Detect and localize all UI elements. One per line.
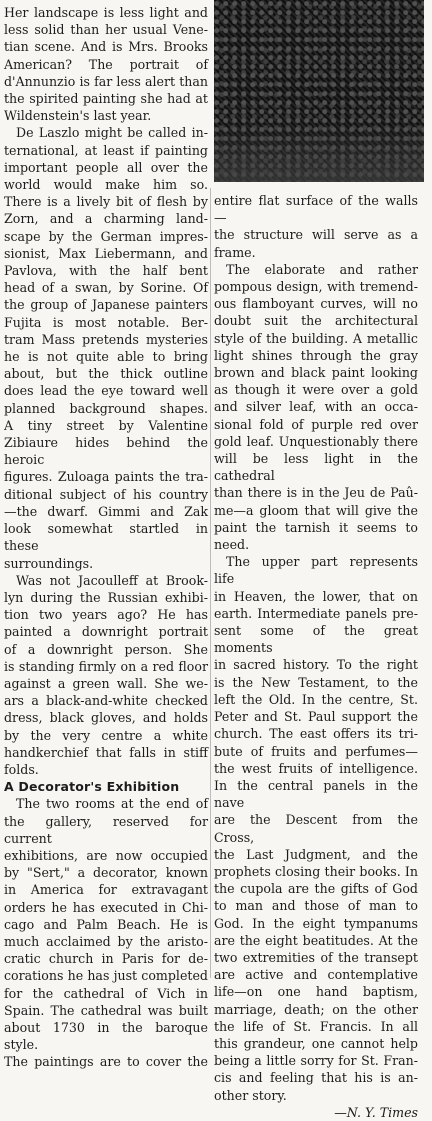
text-line: in Heaven, the lower, that on	[214, 588, 418, 604]
text-line: earth. Intermediate panels pre-	[214, 605, 418, 621]
text-line: orders he has executed in Chi-	[4, 899, 208, 915]
text-line: life—on one hand baptism,	[214, 984, 418, 1000]
text-line: is standing firmly on a red floor	[4, 658, 208, 674]
text-line: tian scene. And is Mrs. Brooks	[4, 39, 208, 55]
text-line: in sacred history. To the right	[214, 657, 418, 673]
text-line: is the New Testament, to the	[214, 674, 418, 690]
text-line: frame.	[214, 244, 256, 260]
text-line: less solid than her usual Vene-	[4, 22, 208, 38]
text-line: cis and feeling that his is an-	[214, 1070, 418, 1086]
text-line: gold leaf. Unquestionably there	[214, 433, 418, 449]
text-line: Fujita is most notable. Ber-	[4, 314, 208, 330]
text-line: Zibiaure hides behind the heroic	[4, 435, 208, 468]
text-line: the Last Judgment, and the	[214, 846, 418, 862]
text-line: scape by the German impres-	[4, 228, 208, 244]
text-line: left the Old. In the centre, St.	[214, 691, 418, 707]
text-line: me—a gloom that will give the	[214, 502, 418, 518]
text-line: the gallery, reserved for current	[4, 813, 208, 846]
text-line: are the eight beatitudes. At the	[214, 932, 418, 948]
text-line: paint the tarnish it seems to	[214, 519, 418, 535]
text-line: in America for extravagant	[4, 882, 208, 898]
text-line: In the central panels in the nave	[214, 777, 418, 811]
section-heading: A Decorator's Exhibition	[4, 779, 180, 795]
text-line: the west fruits of intelligence.	[214, 760, 418, 776]
text-line: other story.	[214, 1087, 287, 1103]
text-line: figures. Zuloaga paints the tra-	[4, 469, 208, 485]
text-line: important people all over the	[4, 159, 208, 175]
text-line: doubt suit the architectural	[214, 313, 418, 329]
text-line: he is not quite able to bring	[4, 349, 208, 365]
text-line: cratic church in Paris for de-	[4, 951, 208, 967]
text-line: need.	[214, 537, 250, 553]
text-line: God. In the eight tympanums	[214, 915, 418, 931]
text-line: The two rooms at the end of	[16, 796, 208, 812]
text-line: light shines through the gray	[214, 347, 418, 363]
text-line: the spirited painting she had at	[4, 91, 208, 107]
text-line: sional fold of purple red over	[214, 416, 418, 432]
text-line: sionist, Max Liebermann, and	[4, 245, 208, 261]
text-line: by the very centre a white	[4, 727, 208, 743]
text-line: sent some of the great moments	[214, 623, 418, 656]
text-line: ditional subject of his country	[4, 486, 208, 502]
text-line: ternational, at least if painting	[4, 142, 208, 158]
text-line: head of a swan, by Sorine. Of	[4, 280, 208, 296]
text-line: two extremities of the transept	[214, 949, 418, 965]
text-line: corations he has just completed	[4, 968, 208, 984]
text-line: this grandeur, one cannot help	[214, 1035, 418, 1051]
text-line: pompous design, with tremend-	[214, 279, 418, 295]
text-line: tion two years ago? He has	[4, 607, 208, 623]
text-line: are active and contemplative	[214, 967, 418, 983]
text-line: against a green wall. She we-	[4, 675, 208, 691]
text-line: dress, black gloves, and holds	[4, 710, 208, 726]
text-line: The upper part represents life	[214, 554, 418, 587]
text-line: Her landscape is less light and	[4, 5, 208, 20]
text-line: planned background shapes.	[4, 400, 208, 416]
text-line: are the Descent from the Cross,	[214, 812, 418, 845]
text-line: There is a lively bit of flesh by	[4, 194, 208, 210]
text-line: d'Annunzio is far less alert than	[4, 73, 208, 89]
text-line: folds.	[4, 761, 39, 777]
right-column	[214, 192, 418, 1121]
text-line: style of the building. A metallic	[214, 330, 418, 346]
source-credit: —N. Y. Times	[334, 1104, 418, 1120]
text-line: Wildenstein's last year.	[4, 108, 152, 124]
text-line: brown and black paint looking	[214, 365, 418, 381]
text-line: De Laszlo might be called in-	[16, 125, 208, 141]
text-line: Spain. The cathedral was built	[4, 1002, 208, 1018]
text-line: Zorn, and a charming land-	[4, 211, 208, 227]
column-rule	[210, 188, 211, 978]
text-line: church. The east offers its tri-	[214, 726, 418, 742]
text-line: ous flamboyant curves, will no	[214, 296, 418, 312]
text-line: bute of fruits and perfumes—	[214, 743, 418, 759]
text-line: handkerchief that falls in stiff	[4, 744, 208, 760]
text-line: than there is in the Jeu de Paû-	[214, 485, 418, 501]
text-line: American? The portrait of	[4, 56, 208, 72]
text-line: tram Mass pretends mysteries	[4, 331, 208, 347]
text-line: surroundings.	[4, 555, 94, 571]
text-line: ars a black-and-white checked	[4, 693, 208, 709]
text-line: painted a downright portrait	[4, 624, 208, 640]
text-line: Pavlova, with the half bent	[4, 263, 208, 279]
text-line: Was not Jacoulleff at Brook-	[16, 572, 208, 588]
text-line: as though it were over a gold	[214, 382, 418, 398]
text-line: being a little sorry for St. Fran-	[214, 1053, 418, 1069]
text-line: marriage, death; on the other	[214, 1001, 418, 1017]
photograph	[214, 0, 424, 182]
text-line: the group of Japanese painters	[4, 297, 208, 313]
text-line: much acclaimed by the aristo-	[4, 933, 208, 949]
text-line: The paintings are to cover the	[4, 1054, 208, 1070]
text-line: —the dwarf. Gimmi and Zak	[4, 503, 208, 519]
text-line: prophets closing their books. In	[214, 863, 418, 879]
text-line: A tiny street by Valentine	[4, 417, 208, 433]
text-line: by "Sert," a decorator, known	[4, 865, 208, 881]
text-line: and silver leaf, with an occa-	[214, 399, 418, 415]
text-line: exhibitions, are now occupied	[4, 847, 208, 863]
text-line: lyn during the Russian exhibi-	[4, 589, 208, 605]
text-line: entire flat surface of the walls—	[214, 193, 418, 226]
text-line: Peter and St. Paul support the	[214, 709, 418, 725]
text-line: does lead the eye toward well	[4, 383, 208, 399]
text-line: about, but the thick outline	[4, 366, 208, 382]
text-line: cago and Palm Beach. He is	[4, 916, 208, 932]
text-line: about 1730 in the baroque style.	[4, 1019, 208, 1053]
text-line: the cupola are the gifts of God	[214, 881, 418, 897]
text-line: world would make him so.	[4, 177, 208, 193]
text-line: for the cathedral of Vich in	[4, 985, 208, 1001]
left-column	[4, 4, 208, 1071]
text-line: of a downright person. She	[4, 641, 208, 657]
text-line: look somewhat startled in these	[4, 521, 208, 554]
text-line: The elaborate and rather	[226, 261, 418, 277]
text-line: to man and those of man to	[214, 898, 418, 914]
text-line: the life of St. Francis. In all	[214, 1018, 418, 1034]
text-line: will be less light in the cathedral	[214, 451, 418, 484]
text-line: the structure will serve as a	[214, 227, 418, 243]
